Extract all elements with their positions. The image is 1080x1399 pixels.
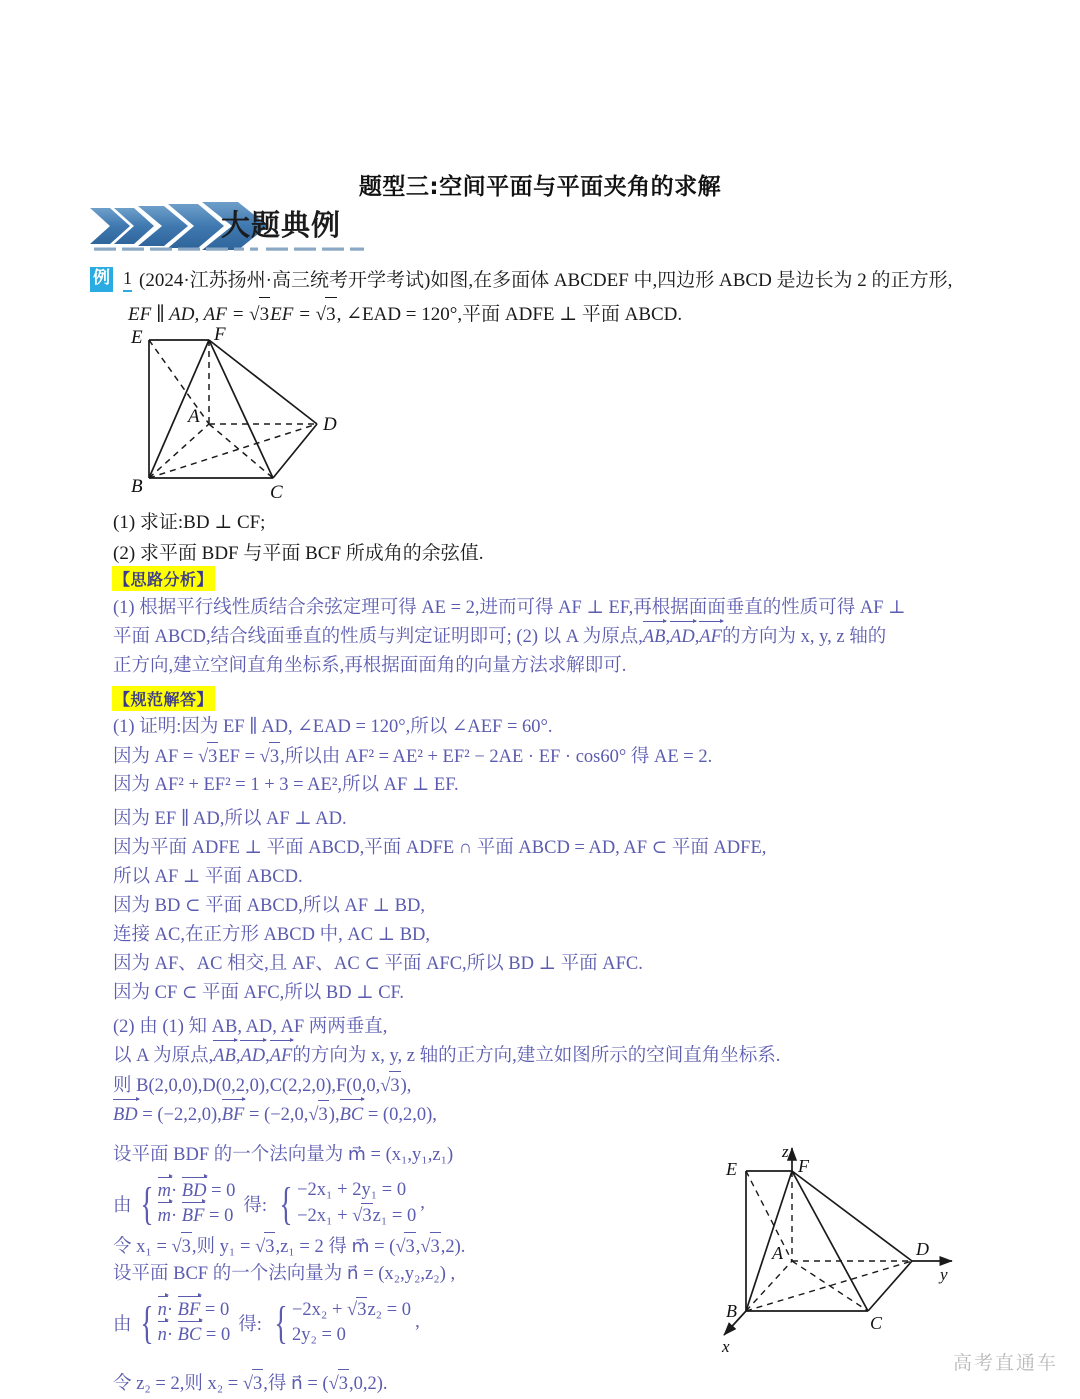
- sqrt-3-icon: √3: [420, 1232, 440, 1262]
- equation-system-2: 由 { n· BF = 0 n· BC = 0 得: { −2x₂ + √3z₂ = 0 2y₂ = 0 ,: [113, 1296, 420, 1348]
- system-1-left-rows: m· BD = 0 m· BF = 0: [158, 1179, 236, 1229]
- page-title: 题型三:空间平面与平面夹角的求解: [358, 174, 722, 200]
- solution-line-16: 令 x₁ = √3,则 y₁ = √3,z₁ = 2 得 m⃗ = (√3,√3,2).: [113, 1232, 1003, 1262]
- vector-AD-icon: AD: [670, 623, 695, 652]
- svg-text:B: B: [131, 476, 143, 497]
- left-brace-icon: {: [274, 1296, 288, 1348]
- svg-text:A: A: [188, 406, 200, 427]
- figure-coordinate-svg: [690, 1143, 980, 1378]
- solution-line-15: 设平面 BDF 的一个法向量为 m⃗ = (x₁,y₁,z₁): [113, 1145, 454, 1165]
- svg-text:D: D: [323, 414, 337, 435]
- analysis-tag: 【思路分析】: [112, 566, 215, 591]
- problem-statement: [128, 264, 1019, 331]
- left-brace-icon: {: [279, 1177, 293, 1229]
- vector-BF-icon: BF: [182, 1204, 205, 1229]
- svg-text:F: F: [214, 324, 226, 345]
- solution-line-13: 则 B(2,0,0),D(0,2,0),C(2,2,0),F(0,0,√3),: [113, 1071, 1003, 1101]
- sqrt-3-icon: √3: [243, 1369, 263, 1399]
- svg-text:x: x: [722, 1337, 730, 1356]
- solution-line-14: BD = (−2,2,0),BF = (−2,0,√3),BC = (0,2,0),: [113, 1100, 1003, 1130]
- example-number: 1: [123, 268, 132, 292]
- vector-AF-icon: AF: [699, 623, 722, 652]
- sqrt-3-icon: √3: [249, 297, 270, 331]
- problem-stem-line2: EF ∥ AD, AF = √3EF = √3, ∠EAD = 120°,平面 ADFE ⊥ 平面 ABCD.: [128, 304, 682, 325]
- equation-system-1: 由 { m· BD = 0 m· BF = 0 得: { −2x₁ + 2y₁ = 0 −2x₁ + √3z₁ = 0 ,: [113, 1177, 425, 1229]
- sqrt-3-icon: √3: [198, 742, 218, 772]
- figure-coordinate-system: [690, 1143, 980, 1383]
- solution-tag: 【规范解答】: [112, 686, 215, 711]
- system-1-right-rows: −2x₁ + 2y₁ = 0 −2x₁ + √3z₁ = 0: [297, 1178, 416, 1229]
- sqrt-3-icon: √3: [352, 1203, 372, 1229]
- example-badge: 例: [90, 267, 113, 292]
- left-brace-icon: {: [139, 1177, 154, 1229]
- solution-line-3: 因为 AF² + EF² = 1 + 3 = AE²,所以 AF ⊥ EF.: [113, 775, 459, 795]
- section-banner: [88, 200, 508, 252]
- sqrt-3-icon: √3: [395, 1232, 415, 1262]
- analysis-line-1: (1) 根据平行线性质结合余弦定理可得 AE = 2,进而可得 AF ⊥ EF,再根据面面垂直的性质可得 AF ⊥: [113, 598, 906, 618]
- system-2-left-rows: n· BF = 0 n· BC = 0: [158, 1298, 231, 1348]
- vector-n-icon: n: [158, 1323, 167, 1348]
- vector-AD-icon: AD: [240, 1042, 265, 1071]
- svg-text:B: B: [726, 1301, 737, 1321]
- solution-line-11: (2) 由 (1) 知 AB, AD, AF 两两垂直,: [113, 1017, 388, 1037]
- solution-line-12: 以 A 为原点,AB,AD,AF的方向为 x, y, z 轴的正方向,建立如图所示的空间直角坐标系.: [113, 1042, 1003, 1071]
- problem-source: (2024·江苏扬州·高三统考开学考试): [139, 270, 431, 291]
- sqrt-3-icon: √3: [347, 1297, 367, 1323]
- solution-line-1: (1) 证明:因为 EF ∥ AD, ∠EAD = 120°,所以 ∠AEF = 60°.: [113, 717, 553, 737]
- solution-line-10: 因为 CF ⊂ 平面 AFC,所以 BD ⊥ CF.: [113, 983, 404, 1003]
- sqrt-3-icon: √3: [380, 1071, 400, 1101]
- system-1-tail: ,: [420, 1193, 425, 1213]
- figure-polyhedron-svg: [105, 322, 375, 502]
- svg-text:D: D: [916, 1239, 929, 1259]
- sqrt-3-icon: √3: [255, 1232, 275, 1262]
- vector-AB-icon: AB: [213, 1042, 236, 1071]
- svg-text:F: F: [798, 1156, 809, 1176]
- svg-text:C: C: [270, 482, 283, 502]
- sqrt-3-icon: √3: [260, 742, 280, 772]
- svg-text:A: A: [772, 1243, 783, 1263]
- question-2: (2) 求平面 BDF 与平面 BCF 所成角的余弦值.: [113, 543, 484, 564]
- solution-line-17: 设平面 BCF 的一个法向量为 n⃗ = (x₂,y₂,z₂) ,: [113, 1264, 456, 1284]
- solution-line-6: 所以 AF ⊥ 平面 ABCD.: [113, 867, 303, 887]
- vector-BC-icon: BC: [340, 1101, 364, 1130]
- svg-text:z: z: [782, 1143, 789, 1161]
- vector-BD-icon: BD: [182, 1179, 207, 1204]
- sqrt-3-icon: √3: [316, 297, 337, 331]
- solution-line-5: 因为平面 ADFE ⊥ 平面 ABCD,平面 ADFE ∩ 平面 ABCD = AD, AF ⊂ 平面 ADFE,: [113, 838, 767, 858]
- watermark: 高考直通车: [952, 1352, 1058, 1374]
- system-2-right-rows: −2x₂ + √3z₂ = 0 2y₂ = 0: [292, 1297, 411, 1348]
- banner-label: 大题典例: [221, 208, 342, 242]
- svg-text:y: y: [940, 1265, 948, 1284]
- problem-stem-line1: 如图,在多面体 ABCDEF 中,四边形 ABCD 是边长为 2 的正方形,: [430, 270, 953, 291]
- svg-text:E: E: [726, 1159, 737, 1179]
- analysis-line-2: 平面 ABCD,结合线面垂直的性质与判定证明即可; (2) 以 A 为原点,AB,AD,AF的方向为 x, y, z 轴的: [113, 623, 1003, 652]
- vector-BC-icon: BC: [178, 1323, 202, 1348]
- solution-line-8: 连接 AC,在正方形 ABCD 中, AC ⊥ BD,: [113, 925, 431, 945]
- system-2-tail: ,: [415, 1312, 420, 1332]
- vector-m-icon: m: [158, 1179, 171, 1204]
- vector-BD-icon: BD: [113, 1101, 138, 1130]
- solution-line-18: 令 z₂ = 2,则 x₂ = √3,得 n⃗ = (√3,0,2).: [113, 1369, 1003, 1399]
- left-brace-icon: {: [139, 1296, 154, 1348]
- vector-m-icon: m: [158, 1204, 171, 1229]
- system-2-connector: 得:: [238, 1314, 262, 1335]
- svg-text:C: C: [870, 1313, 883, 1333]
- figure-polyhedron: [105, 322, 375, 507]
- solution-line-9: 因为 AF、AC 相交,且 AF、AC ⊂ 平面 AFC,所以 BD ⊥ 平面 AFC.: [113, 954, 643, 974]
- solution-line-4: 因为 EF ∥ AD,所以 AF ⊥ AD.: [113, 809, 347, 829]
- vector-BF-icon: BF: [222, 1101, 245, 1130]
- solution-line-7: 因为 BD ⊂ 平面 ABCD,所以 AF ⊥ BD,: [113, 896, 425, 916]
- sqrt-3-icon: √3: [172, 1232, 192, 1262]
- analysis-line-3: 正方向,建立空间直角坐标系,再根据面面角的向量方法求解即可.: [113, 656, 627, 676]
- solution-line-2: 因为 AF = √3EF = √3,所以由 AF² = AE² + EF² − 2AE · EF · cos60° 得 AE = 2.: [113, 742, 1003, 772]
- vector-AF-icon: AF: [270, 1042, 293, 1071]
- svg-text:E: E: [131, 327, 143, 348]
- sqrt-3-icon: √3: [308, 1100, 328, 1130]
- vector-n-icon: n: [158, 1298, 167, 1323]
- system-1-connector: 得:: [243, 1195, 268, 1216]
- question-1: (1) 求证:BD ⊥ CF;: [113, 512, 266, 533]
- vector-AB-icon: AB: [643, 623, 666, 652]
- sqrt-3-icon: √3: [329, 1369, 349, 1399]
- vector-BF-icon: BF: [178, 1298, 201, 1323]
